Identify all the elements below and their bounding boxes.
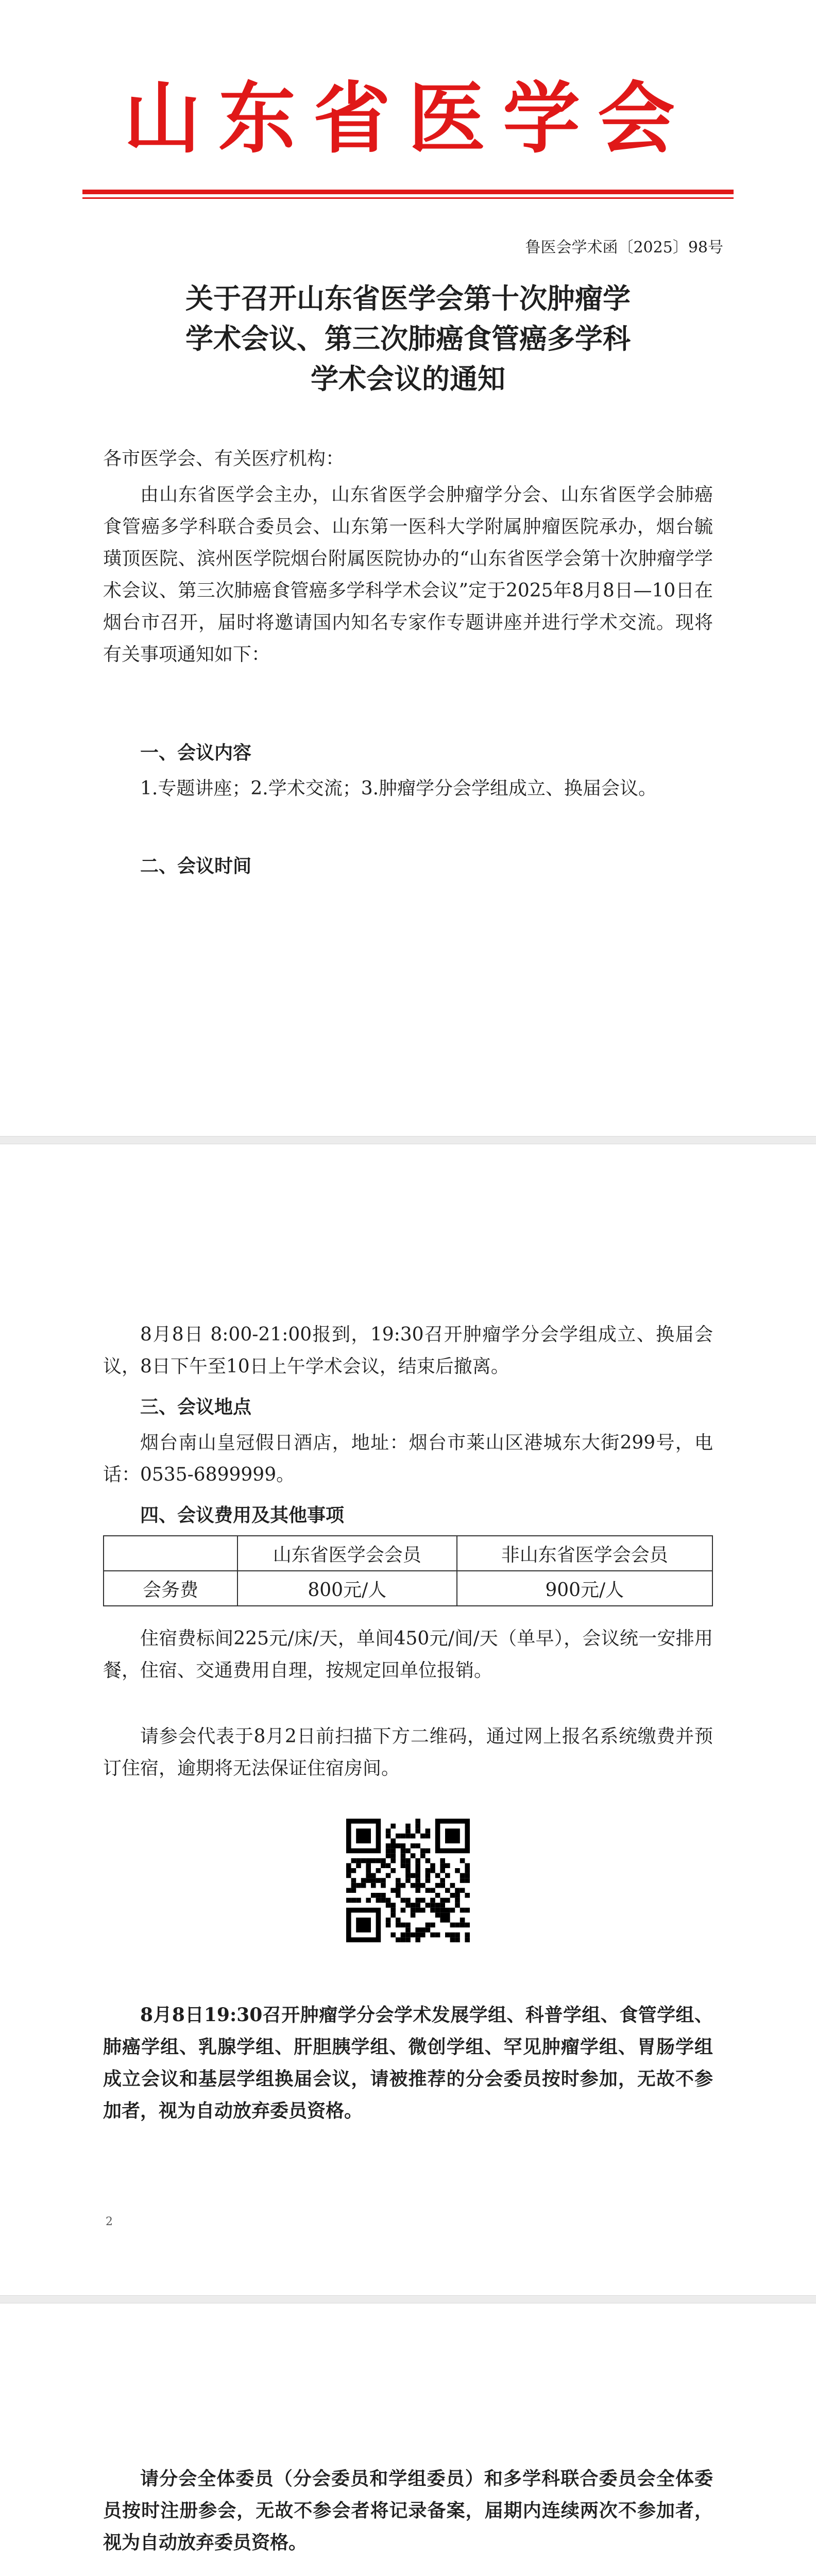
table-header-member: 山东省医学会会员 [237, 1536, 457, 1571]
document-number: 鲁医会学术函〔2025〕98号 [525, 239, 723, 257]
table-header-nonmember: 非山东省医学会会员 [457, 1536, 712, 1571]
table-row [104, 1536, 712, 1571]
section-heading-location: 三、会议地点 [140, 1396, 252, 1418]
document-title [103, 278, 713, 399]
section-content-text: 1.专题讲座；2.学术交流；3.肿瘤学分会学组成立、换届会议。 [140, 778, 657, 799]
lodging-paragraph: 住宿费标间225元/床/天，单间450元/间/天（单早），会议统一安排用餐，住宿、交通费用自理，按规定回单位报销。 [103, 1628, 713, 1681]
letterhead-rule-thick [82, 190, 734, 194]
table-cell-nonmember-fee: 900元/人 [457, 1571, 712, 1606]
letterhead-rule-thin [82, 197, 734, 199]
table-row-label: 会务费 [104, 1571, 237, 1606]
section-heading-fees: 四、会议费用及其他事项 [140, 1504, 345, 1526]
section-location-text: 烟台南山皇冠假日酒店，地址：烟台市莱山区港城东大街299号，电话：0535-6899999。 [103, 1432, 713, 1485]
title-line: 学术会议、第三次肺癌食管癌多学科 [185, 322, 631, 355]
letterhead-title: 山东省医学会 [123, 73, 692, 164]
subgroup-meeting-notice: 8月8日19:30召开肿瘤学分会学术发展学组、科普学组、食管学组、肺癌学组、乳腺学组、肝胆胰学组、微创学组、罕见肿瘤学组、胃肠学组成立会议和基层学组换届会议，请被推荐的分会委员按时参加，无故不参加者，视为自动放弃委员资格。 [103, 2004, 713, 2122]
section-heading-content: 一、会议内容 [140, 742, 252, 764]
page-separator [0, 2295, 816, 2303]
title-line: 关于召开山东省医学会第十次肿瘤学 [185, 282, 631, 315]
page-number: 2 [106, 2215, 113, 2228]
title-line: 学术会议的通知 [311, 362, 505, 395]
section-time-text: 8月8日 8:00-21:00报到，19:30召开肿瘤学分会学组成立、换届会议，8日下午至10日上午学术会议，结束后撤离。 [103, 1324, 713, 1377]
salutation: 各市医学会、有关医疗机构： [103, 448, 345, 469]
table-row [104, 1571, 712, 1606]
table-cell-member-fee: 800元/人 [237, 1571, 457, 1606]
section-heading-time: 二、会议时间 [140, 855, 252, 877]
committee-notice: 请分会全体委员（分会委员和学组委员）和多学科联合委员会全体委员按时注册参会，无故不参会者将记录备案，届期内连续两次不参加者，视为自动放弃委员资格。 [103, 2468, 713, 2553]
fee-table [103, 1535, 713, 1606]
registration-qr-code[interactable] [346, 1819, 470, 1942]
table-cell-empty [104, 1536, 237, 1571]
page-separator [0, 1136, 816, 1144]
registration-paragraph: 请参会代表于8月2日前扫描下方二维码，通过网上报名系统缴费并预订住宿，逾期将无法保证住宿房间。 [103, 1726, 713, 1779]
intro-paragraph: 由山东省医学会主办，山东省医学会肿瘤学分会、山东省医学会肺癌食管癌多学科联合委员会、山东第一医科大学附属肿瘤医院承办，烟台毓璜顶医院、滨州医学院烟台附属医院协办的“山东省医学会第十次肿瘤学学术会议、第三次肺癌食管癌多学科学术会议”定于2025年8月8日—10日在烟台市召开，届时将邀请国内知名专家作专题讲座并进行学术交流。现将有关事项通知如下： [103, 484, 713, 665]
